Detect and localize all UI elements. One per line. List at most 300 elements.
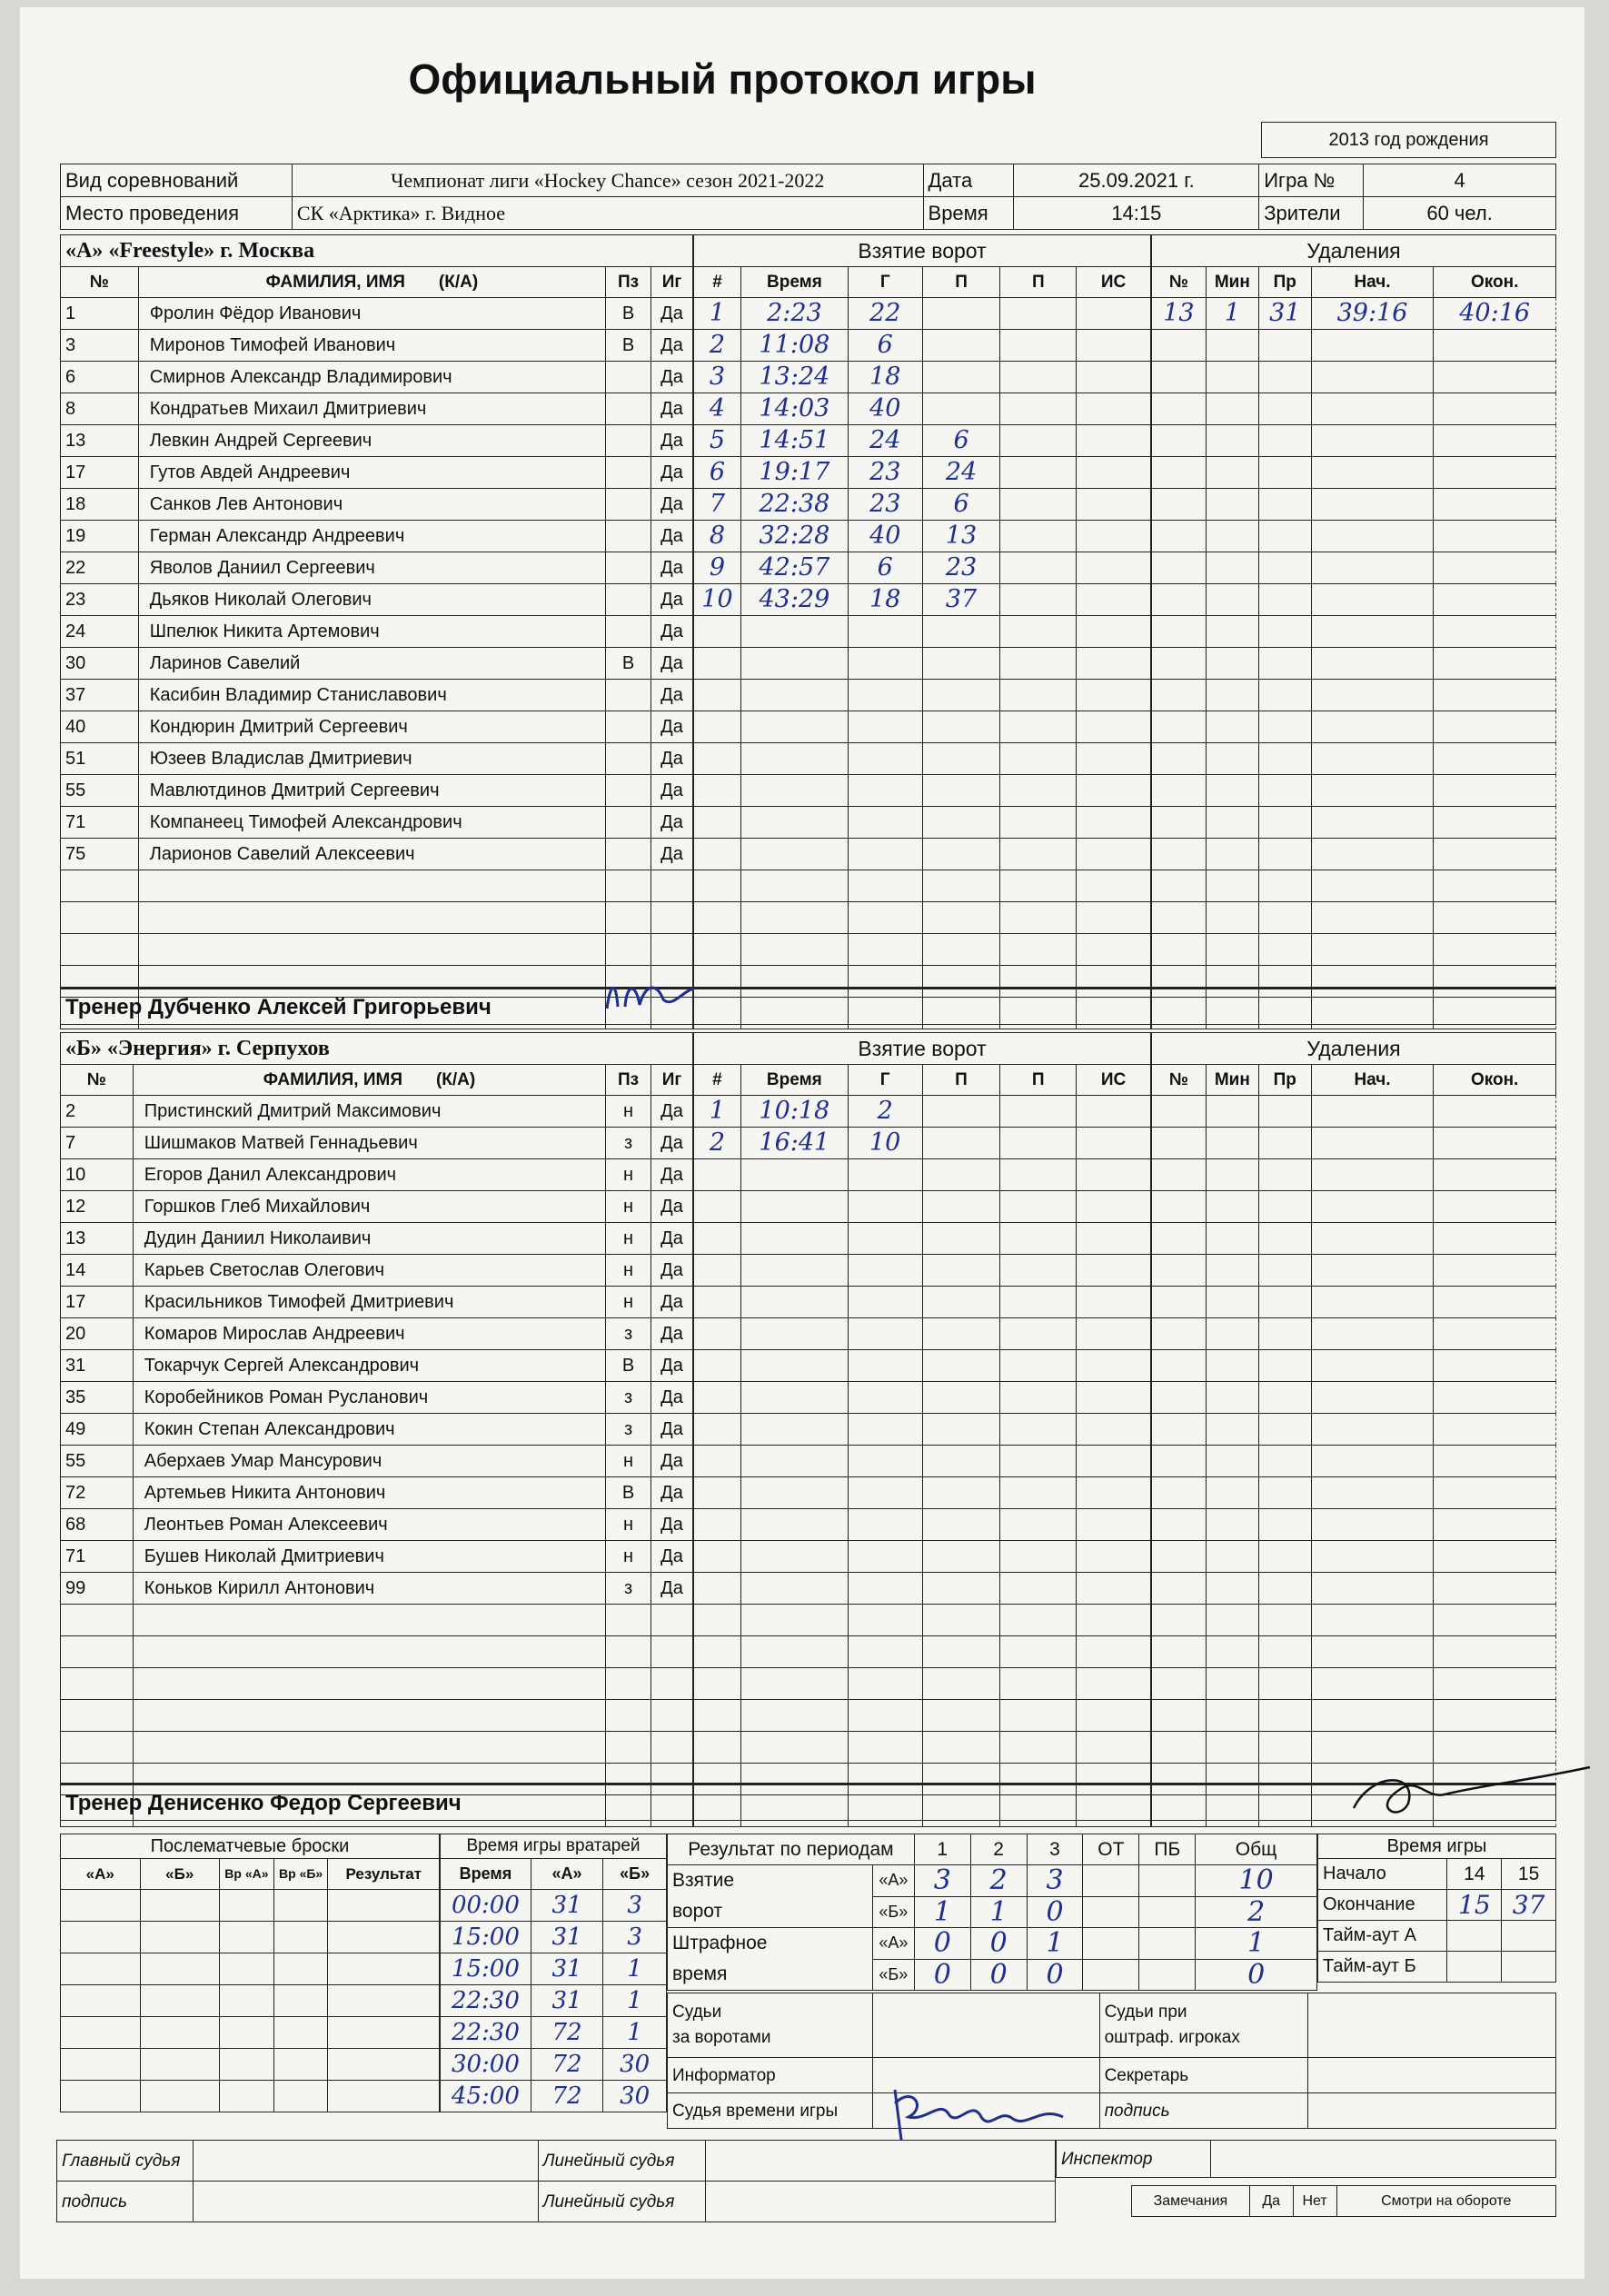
goal-row <box>694 362 1151 393</box>
goal-assist-2 <box>1000 839 1077 870</box>
penalty-row <box>1152 1414 1556 1446</box>
penalty-minutes <box>1206 1159 1258 1191</box>
shootout-cell <box>328 1922 440 1953</box>
remarks-no[interactable]: Нет <box>1293 2186 1336 2217</box>
goal-row <box>694 1096 1151 1128</box>
penalty-start <box>1311 1636 1434 1668</box>
player-played <box>651 1605 693 1636</box>
player-number: 55 <box>61 1446 134 1477</box>
goal-time <box>740 870 848 902</box>
goal-assist-1 <box>922 1605 1000 1636</box>
shootout-cell <box>273 1890 328 1922</box>
penalty-player <box>1152 1605 1207 1636</box>
goal-assist-1: 6 <box>922 489 1000 521</box>
player-number: 71 <box>61 1541 134 1573</box>
goal-assist-2 <box>1000 1477 1077 1509</box>
pen-a-p3: 1 <box>1027 1928 1083 1960</box>
penalty-player <box>1152 521 1207 552</box>
goal-assist-1 <box>922 1414 1000 1446</box>
player-position: з <box>606 1318 651 1350</box>
penalty-player <box>1152 775 1207 807</box>
shootout-row <box>61 1953 440 1985</box>
penalty-reason <box>1258 1414 1311 1446</box>
goal-row <box>694 870 1151 902</box>
shootout-title: Послематчевые броски <box>61 1834 440 1859</box>
penalty-minutes <box>1206 1350 1258 1382</box>
penalty-minutes <box>1206 1414 1258 1446</box>
player-position <box>606 870 651 902</box>
player-number <box>61 870 139 902</box>
roster-row <box>61 1477 693 1509</box>
goal-row <box>694 1732 1151 1764</box>
penalty-row <box>1152 902 1556 934</box>
goal-row <box>694 1287 1151 1318</box>
shootout-cell <box>328 1985 440 2017</box>
periods-title: Результат по периодам <box>668 1834 915 1865</box>
player-played: Да <box>651 1255 693 1287</box>
roster-row <box>61 489 693 521</box>
shootout-col-b: «Б» <box>140 1859 220 1890</box>
roster-row <box>61 1255 693 1287</box>
player-number: 13 <box>61 425 139 457</box>
penalty-start <box>1311 1573 1434 1605</box>
spectators-value: 60 чел. <box>1364 197 1556 230</box>
penalty-minutes <box>1206 902 1258 934</box>
timeout-a-label: Тайм-аут А <box>1318 1921 1447 1952</box>
shootout-col-gk-a: Вр «А» <box>220 1859 274 1890</box>
goal-row <box>694 552 1151 584</box>
penalty-player <box>1152 1096 1207 1128</box>
penalty-start <box>1311 711 1434 743</box>
penalty-minutes <box>1206 1255 1258 1287</box>
goals-team-b: «Б» <box>872 1896 914 1928</box>
player-played <box>651 902 693 934</box>
penalty-start <box>1311 743 1434 775</box>
goal-assist-2 <box>1000 1128 1077 1159</box>
player-number: 22 <box>61 552 139 584</box>
goal-time <box>740 1350 848 1382</box>
goal-strength <box>1077 425 1151 457</box>
roster-row <box>61 1732 693 1764</box>
goal-time <box>740 1159 848 1191</box>
player-number: 35 <box>61 1382 134 1414</box>
player-number: 30 <box>61 648 139 680</box>
goal-strength <box>1077 1509 1151 1541</box>
penalty-row <box>1152 1159 1556 1191</box>
penalty-minutes <box>1206 1191 1258 1223</box>
goal-assist-2 <box>1000 1732 1077 1764</box>
penalty-start <box>1311 1318 1434 1350</box>
goal-scorer <box>848 1573 922 1605</box>
penalty-end <box>1434 425 1556 457</box>
goalie-col-time: Время <box>441 1859 531 1890</box>
penalty-start <box>1311 775 1434 807</box>
penalty-reason <box>1258 1128 1311 1159</box>
goal-scorer: 23 <box>848 457 922 489</box>
player-number: 12 <box>61 1191 134 1223</box>
goal-assist-2 <box>1000 584 1077 616</box>
officials-table <box>667 1993 1556 2129</box>
penalty-player <box>1152 902 1207 934</box>
penalty-minutes <box>1206 711 1258 743</box>
goal-time <box>740 1668 848 1700</box>
goal-strength <box>1077 711 1151 743</box>
player-played: Да <box>651 1509 693 1541</box>
penalty-row <box>1152 521 1556 552</box>
player-number: 40 <box>61 711 139 743</box>
penalty-player <box>1152 1350 1207 1382</box>
goal-scorer <box>848 1636 922 1668</box>
goal-scorer: 22 <box>848 298 922 330</box>
goal-assist-2 <box>1000 457 1077 489</box>
game-end-hour: 15 <box>1447 1890 1502 1921</box>
roster-row <box>61 807 693 839</box>
player-position: н <box>606 1541 651 1573</box>
goal-row <box>694 1509 1151 1541</box>
player-number <box>61 934 139 966</box>
penalty-start <box>1311 1191 1434 1223</box>
goal-assist-1 <box>922 870 1000 902</box>
player-name: Пристинский Дмитрий Максимович <box>133 1096 605 1128</box>
penalty-row <box>1152 616 1556 648</box>
goal-assist-1 <box>922 616 1000 648</box>
goal-time: 10:18 <box>740 1096 848 1128</box>
penalty-end <box>1434 1668 1556 1700</box>
penalty-player <box>1152 870 1207 902</box>
player-position: н <box>606 1446 651 1477</box>
goal-time <box>740 1318 848 1350</box>
player-name: Смирнов Александр Владимирович <box>138 362 605 393</box>
pen-b-p2: 0 <box>970 1959 1027 1991</box>
shootout-cell <box>328 2017 440 2049</box>
player-played: Да <box>651 362 693 393</box>
shootout-cell <box>220 1922 274 1953</box>
penalty-start <box>1311 870 1434 902</box>
goalie-title: Время игры вратарей <box>441 1834 667 1859</box>
player-name: Леонтьев Роман Алексеевич <box>133 1509 605 1541</box>
penalty-minutes <box>1206 362 1258 393</box>
goal-row <box>694 298 1151 330</box>
goal-time: 16:41 <box>740 1128 848 1159</box>
player-name: Коньков Кирилл Антонович <box>133 1573 605 1605</box>
goal-assist-2 <box>1000 902 1077 934</box>
goal-assist-2 <box>1000 1573 1077 1605</box>
roster-row <box>61 1287 693 1318</box>
player-played <box>651 1668 693 1700</box>
goal-row <box>694 489 1151 521</box>
goal-assist-1 <box>922 711 1000 743</box>
pen-col-min-b: Мин <box>1206 1065 1258 1096</box>
penalty-start <box>1311 839 1434 870</box>
goalie-b: 3 <box>603 1922 667 1953</box>
penalty-end <box>1434 680 1556 711</box>
penalty-minutes <box>1206 775 1258 807</box>
goal-row <box>694 1700 1151 1732</box>
penalty-player <box>1152 743 1207 775</box>
penalty-end <box>1434 902 1556 934</box>
goal-strength <box>1077 870 1151 902</box>
roster-row <box>61 648 693 680</box>
penalty-row <box>1152 1128 1556 1159</box>
player-played: Да <box>651 1159 693 1191</box>
shootout-cell <box>140 1922 220 1953</box>
penalty-end <box>1434 807 1556 839</box>
penalty-player <box>1152 330 1207 362</box>
penalty-start <box>1311 1159 1434 1191</box>
player-played: Да <box>651 1350 693 1382</box>
team-b-coach: Тренер Денисенко Федор Сергеевич <box>61 1784 1556 1821</box>
period-shootout: ПБ <box>1139 1834 1196 1865</box>
pen-a-ot <box>1083 1928 1139 1960</box>
penalty-start <box>1311 1509 1434 1541</box>
player-name <box>138 870 605 902</box>
goalie-b: 3 <box>603 1890 667 1922</box>
goal-assist-2 <box>1000 1159 1077 1191</box>
penalty-player <box>1152 425 1207 457</box>
goal-number <box>694 870 741 902</box>
penalty-reason <box>1258 457 1311 489</box>
penalty-player <box>1152 934 1207 966</box>
page-title: Официальный протокол игры <box>408 55 1037 103</box>
goal-assist-2 <box>1000 870 1077 902</box>
pen-col-end: Окон. <box>1434 267 1556 298</box>
penalty-minutes <box>1206 1541 1258 1573</box>
penalty-reason <box>1258 1191 1311 1223</box>
penalty-minutes <box>1206 616 1258 648</box>
goalie-row <box>441 1953 667 1985</box>
player-position: з <box>606 1414 651 1446</box>
goal-scorer: 18 <box>848 584 922 616</box>
penalty-reason <box>1258 1223 1311 1255</box>
goal-strength <box>1077 743 1151 775</box>
goal-time <box>740 1509 848 1541</box>
penalty-reason <box>1258 1573 1311 1605</box>
pen-team-a: «А» <box>872 1928 914 1960</box>
inspector-label: Инспектор <box>1057 2141 1211 2178</box>
goalie-b: 30 <box>603 2081 667 2112</box>
goals-a-pb <box>1139 1865 1196 1897</box>
goal-strength <box>1077 1636 1151 1668</box>
penalty-row <box>1152 489 1556 521</box>
col-no: № <box>61 267 139 298</box>
player-name: Дьяков Николай Олегович <box>138 584 605 616</box>
penalty-reason <box>1258 1668 1311 1700</box>
goal-assist-1 <box>922 1382 1000 1414</box>
penalty-end <box>1434 362 1556 393</box>
penalty-player <box>1152 1128 1207 1159</box>
coach-b-signature <box>1345 1754 1599 1826</box>
shootout-cell <box>328 2081 440 2112</box>
player-played: Да <box>651 775 693 807</box>
goal-number <box>694 1732 741 1764</box>
remarks-yes[interactable]: Да <box>1249 2186 1293 2217</box>
player-position: В <box>606 330 651 362</box>
period-total: Общ <box>1196 1834 1317 1865</box>
shootout-cell <box>61 1922 141 1953</box>
player-number: 49 <box>61 1414 134 1446</box>
roster-row <box>61 521 693 552</box>
team-b-penalties <box>1151 1032 1556 1827</box>
penalty-reason <box>1258 807 1311 839</box>
pen-a-pb <box>1139 1928 1196 1960</box>
penalty-row <box>1152 425 1556 457</box>
penalty-end <box>1434 1191 1556 1223</box>
player-number: 3 <box>61 330 139 362</box>
game-start-minute: 15 <box>1502 1859 1556 1890</box>
penalty-start <box>1311 902 1434 934</box>
player-name: Комаров Мирослав Андреевич <box>133 1318 605 1350</box>
goal-row <box>694 1159 1151 1191</box>
player-name: Дудин Даниил Николаивич <box>133 1223 605 1255</box>
penalty-player <box>1152 1191 1207 1223</box>
player-position: н <box>606 1223 651 1255</box>
goal-time: 14:03 <box>740 393 848 425</box>
goal-number <box>694 1159 741 1191</box>
goal-strength <box>1077 362 1151 393</box>
game-start-label: Начало <box>1318 1859 1447 1890</box>
penalty-minutes <box>1206 1668 1258 1700</box>
player-name <box>133 1636 605 1668</box>
goal-strength <box>1077 330 1151 362</box>
goal-time <box>740 1636 848 1668</box>
goal-assist-1: 6 <box>922 425 1000 457</box>
penalty-end <box>1434 775 1556 807</box>
goal-assist-2 <box>1000 711 1077 743</box>
penalty-row <box>1152 711 1556 743</box>
goal-assist-1 <box>922 362 1000 393</box>
penalty-start <box>1311 1350 1434 1382</box>
penalty-minutes <box>1206 552 1258 584</box>
period-2: 2 <box>970 1834 1027 1865</box>
goal-strength <box>1077 648 1151 680</box>
penalty-minutes <box>1206 743 1258 775</box>
player-number <box>61 1605 134 1636</box>
player-number: 71 <box>61 807 139 839</box>
penalty-end <box>1434 648 1556 680</box>
penalty-minutes <box>1206 870 1258 902</box>
period-ot: ОТ <box>1083 1834 1139 1865</box>
roster-row <box>61 393 693 425</box>
roster-row <box>61 330 693 362</box>
shootout-cell <box>140 2081 220 2112</box>
penalty-minutes <box>1206 1700 1258 1732</box>
penalty-player <box>1152 1509 1207 1541</box>
roster-row <box>61 1668 693 1700</box>
col-no-b: № <box>61 1065 134 1096</box>
player-played: Да <box>651 680 693 711</box>
goal-row <box>694 680 1151 711</box>
penalty-start <box>1311 393 1434 425</box>
periods-table <box>667 1834 1317 1991</box>
player-name: Юзеев Владислав Дмитриевич <box>138 743 605 775</box>
player-position <box>606 489 651 521</box>
roster-row <box>61 1509 693 1541</box>
penalty-reason <box>1258 1509 1311 1541</box>
goal-strength <box>1077 1191 1151 1223</box>
penalty-start <box>1311 457 1434 489</box>
penalty-row <box>1152 934 1556 966</box>
player-position <box>606 1636 651 1668</box>
penalty-row <box>1152 393 1556 425</box>
goal-col-strength: ИС <box>1077 267 1151 298</box>
player-number: 55 <box>61 775 139 807</box>
goal-number <box>694 1573 741 1605</box>
goal-scorer: 40 <box>848 393 922 425</box>
goal-row <box>694 648 1151 680</box>
goal-assist-1 <box>922 1318 1000 1350</box>
roster-row <box>61 1223 693 1255</box>
roster-row <box>61 1318 693 1350</box>
venue-label: Место проведения <box>61 197 293 230</box>
goal-time: 2:23 <box>740 298 848 330</box>
penalty-end <box>1434 870 1556 902</box>
goal-col-assist1: П <box>922 267 1000 298</box>
goal-time <box>740 1414 848 1446</box>
player-position <box>606 362 651 393</box>
goal-number <box>694 743 741 775</box>
roster-row <box>61 1700 693 1732</box>
goal-assist-2 <box>1000 393 1077 425</box>
roster-row <box>61 870 693 902</box>
penalty-reason <box>1258 902 1311 934</box>
penalty-minutes <box>1206 425 1258 457</box>
penalty-row <box>1152 743 1556 775</box>
goal-time <box>740 934 848 966</box>
player-position <box>606 457 651 489</box>
goal-row <box>694 1128 1151 1159</box>
penalty-reason <box>1258 362 1311 393</box>
penalty-player <box>1152 1318 1207 1350</box>
goal-assist-1 <box>922 1191 1000 1223</box>
penalty-end <box>1434 743 1556 775</box>
player-name: Компанеец Тимофей Александрович <box>138 807 605 839</box>
penalty-start <box>1311 616 1434 648</box>
penalty-reason <box>1258 775 1311 807</box>
penalty-row <box>1152 552 1556 584</box>
penalty-player <box>1152 584 1207 616</box>
goal-row <box>694 1605 1151 1636</box>
player-played: Да <box>651 807 693 839</box>
penalty-reason <box>1258 584 1311 616</box>
goal-number <box>694 1382 741 1414</box>
goal-strength <box>1077 584 1151 616</box>
goal-assist-2 <box>1000 1636 1077 1668</box>
goal-strength <box>1077 1477 1151 1509</box>
penalty-minutes <box>1206 1509 1258 1541</box>
penalty-player <box>1152 711 1207 743</box>
goal-number <box>694 711 741 743</box>
goal-strength <box>1077 1255 1151 1287</box>
player-played: Да <box>651 1382 693 1414</box>
penalty-end <box>1434 1414 1556 1446</box>
penalty-minutes: 1 <box>1206 298 1258 330</box>
goal-scorer <box>848 1414 922 1446</box>
roster-row <box>61 1096 693 1128</box>
penalty-row <box>1152 1700 1556 1732</box>
goal-scorer <box>848 616 922 648</box>
goal-assist-2 <box>1000 743 1077 775</box>
roster-row <box>61 1128 693 1159</box>
goalie-row <box>441 2017 667 2049</box>
penalty-reason <box>1258 680 1311 711</box>
goal-assist-2 <box>1000 1191 1077 1223</box>
goal-assist-1 <box>922 1096 1000 1128</box>
player-position <box>606 1605 651 1636</box>
goal-number <box>694 807 741 839</box>
roster-row <box>61 1382 693 1414</box>
penalty-end <box>1434 1541 1556 1573</box>
goal-assist-1 <box>922 1700 1000 1732</box>
